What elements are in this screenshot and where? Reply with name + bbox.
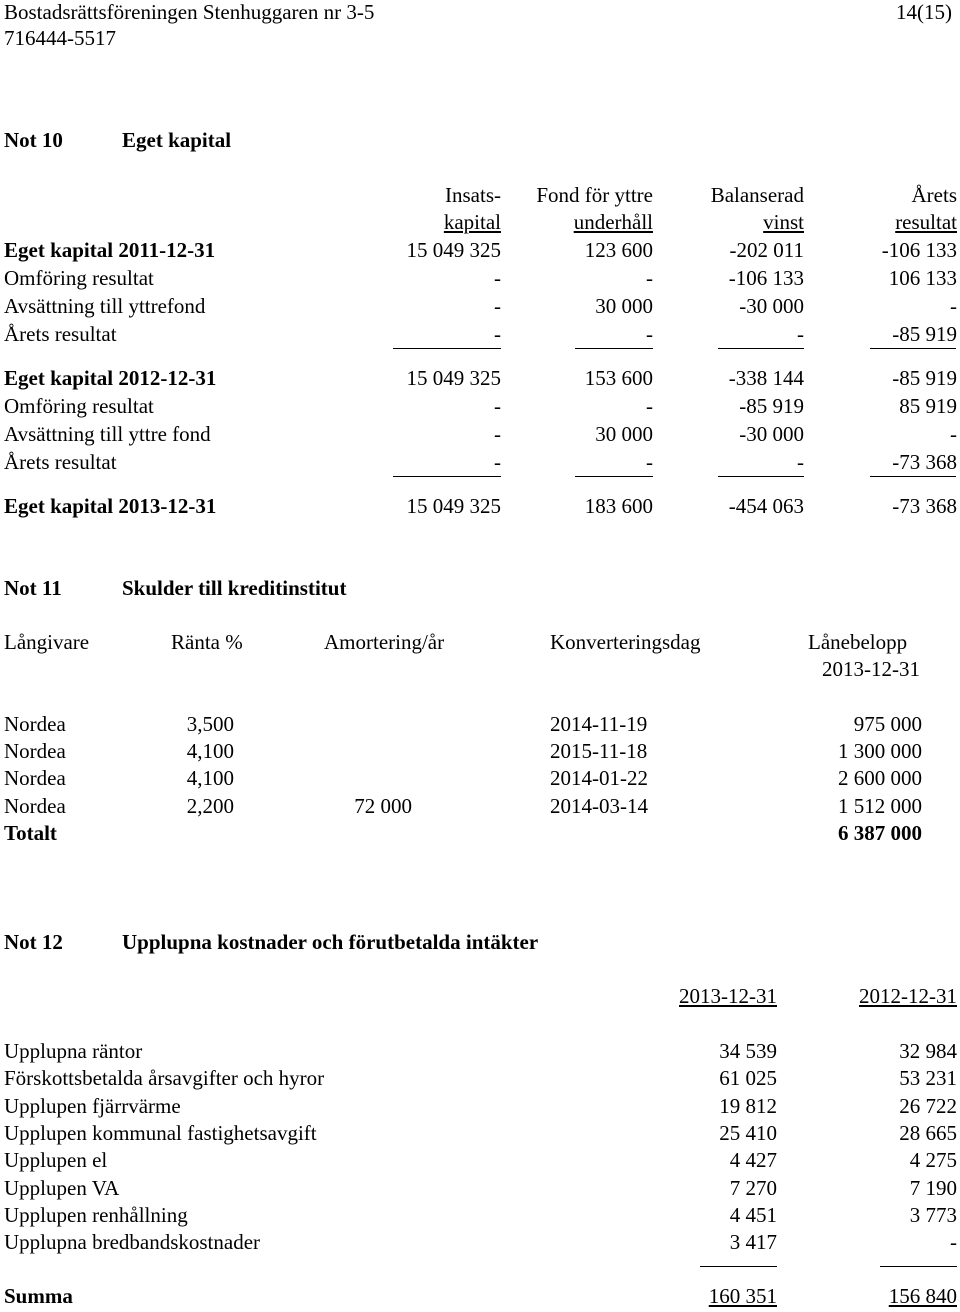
column-header-fond-line2: underhåll	[573, 210, 653, 234]
equity-cell-insatskapital: -	[494, 394, 501, 418]
equity-row-label: Avsättning till yttre fond	[4, 422, 211, 446]
equity-cell-arets-resultat: -73 368	[892, 494, 957, 518]
accrued-value-2013: 25 410	[719, 1120, 777, 1145]
accrued-value-2012: 26 722	[899, 1093, 957, 1118]
page-number: 14(15)	[896, 0, 952, 24]
column-header-balanserad: Balanserad	[710, 183, 804, 207]
equity-cell-balanserad: -85 919	[739, 394, 804, 418]
note10-title: Eget kapital	[122, 128, 232, 152]
accrued-value-2012: -	[950, 1230, 957, 1255]
equity-row-label: Eget kapital 2012-12-31	[4, 366, 217, 390]
equity-cell-insatskapital: -	[494, 322, 501, 346]
loan-header-amount-date: 2013-12-31	[822, 657, 920, 681]
equity-subtotal-rule	[575, 476, 653, 477]
equity-cell-insatskapital: -	[494, 450, 501, 474]
loan-amount: 975 000	[853, 712, 922, 736]
equity-cell-arets-resultat: 85 919	[899, 394, 957, 418]
column-header-fond: Fond för yttre	[536, 183, 653, 207]
loan-header-rate: Ränta %	[171, 630, 243, 654]
equity-cell-fond: -	[646, 322, 653, 346]
organization-number: 716444-5517	[4, 26, 116, 50]
loan-conversion-date: 2014-11-19	[550, 712, 648, 736]
loan-rate: 4,100	[186, 766, 234, 790]
accrued-row-label: Upplupna bredbandskostnader	[4, 1230, 261, 1255]
note10-number: Not 10	[4, 128, 63, 152]
equity-subtotal-rule	[575, 348, 653, 349]
loan-lender: Nordea	[4, 739, 66, 763]
equity-subtotal-rule	[870, 476, 956, 477]
accrued-row-label: Upplupen fjärrvärme	[4, 1093, 181, 1118]
loan-total-label: Totalt	[4, 821, 57, 845]
note11-title: Skulder till kreditinstitut	[122, 576, 347, 600]
equity-cell-balanserad: -202 011	[729, 238, 804, 262]
loan-header-lender: Långivare	[4, 630, 90, 654]
sum-rule-2013	[700, 1266, 777, 1267]
loan-total-amount: 6 387 000	[838, 821, 922, 845]
column-header-insatskapital-line2: kapital	[443, 210, 501, 234]
equity-cell-fond: 30 000	[595, 294, 653, 318]
accrued-value-2013: 4 427	[729, 1148, 777, 1173]
loan-amount: 1 512 000	[838, 794, 922, 818]
accrued-value-2013: 19 812	[719, 1093, 777, 1118]
equity-subtotal-rule	[870, 348, 956, 349]
loan-conversion-date: 2015-11-18	[550, 739, 648, 763]
loan-conversion-date: 2014-03-14	[550, 794, 648, 818]
equity-cell-arets-resultat: -85 919	[892, 322, 957, 346]
accrued-value-2012: 53 231	[899, 1066, 957, 1091]
equity-cell-fond: 153 600	[584, 366, 653, 390]
equity-cell-balanserad: -454 063	[728, 494, 804, 518]
equity-row-label: Eget kapital 2013-12-31	[4, 494, 217, 518]
equity-subtotal-rule	[393, 348, 501, 349]
loan-amortization: 72 000	[354, 794, 412, 818]
accrued-header-2012: 2012-12-31	[859, 984, 957, 1008]
loan-lender: Nordea	[4, 794, 66, 818]
accrued-row-label: Upplupna räntor	[4, 1039, 143, 1063]
equity-cell-insatskapital: -	[494, 266, 501, 290]
equity-cell-balanserad: -	[797, 450, 804, 474]
note11-number: Not 11	[4, 576, 62, 600]
accrued-sum-label: Summa	[4, 1284, 73, 1308]
equity-subtotal-rule	[718, 348, 804, 349]
equity-cell-fond: 183 600	[584, 494, 653, 518]
accrued-value-2013: 7 270	[729, 1175, 777, 1200]
accrued-value-2012: 4 275	[909, 1148, 957, 1173]
equity-row-label: Omföring resultat	[4, 266, 154, 290]
equity-cell-balanserad: -338 144	[728, 366, 804, 390]
accrued-row-label: Upplupen kommunal fastighetsavgift	[4, 1120, 317, 1145]
equity-row-label: Årets resultat	[4, 450, 117, 474]
equity-cell-arets-resultat: -106 133	[881, 238, 957, 262]
accrued-value-2012: 28 665	[899, 1120, 957, 1145]
loan-header-amortization: Amortering/år	[324, 630, 445, 654]
note12-number: Not 12	[4, 930, 63, 954]
equity-subtotal-rule	[393, 476, 501, 477]
column-header-arets-resultat-line2: resultat	[895, 210, 957, 234]
loan-header-conversion-date: Konverteringsdag	[550, 630, 701, 654]
equity-cell-fond: 123 600	[584, 238, 653, 262]
equity-cell-insatskapital: -	[494, 422, 501, 446]
equity-cell-balanserad: -106 133	[728, 266, 804, 290]
equity-cell-insatskapital: 15 049 325	[406, 366, 501, 390]
loan-lender: Nordea	[4, 766, 66, 790]
equity-row-label: Eget kapital 2011-12-31	[4, 238, 216, 262]
accrued-value-2013: 3 417	[729, 1230, 777, 1255]
accrued-sum-2013: 160 351	[708, 1284, 777, 1308]
equity-cell-fond: -	[646, 450, 653, 474]
equity-cell-arets-resultat: -	[950, 294, 957, 318]
equity-cell-arets-resultat: 106 133	[888, 266, 957, 290]
equity-cell-fond: 30 000	[595, 422, 653, 446]
equity-cell-arets-resultat: -	[950, 422, 957, 446]
accrued-value-2012: 3 773	[909, 1202, 957, 1227]
accrued-header-2013: 2013-12-31	[679, 984, 777, 1008]
equity-cell-arets-resultat: -85 919	[892, 366, 957, 390]
sum-rule-2012	[880, 1266, 957, 1267]
note12-title: Upplupna kostnader och förutbetalda intäkter	[122, 930, 539, 954]
accrued-row-label: Förskottsbetalda årsavgifter och hyror	[4, 1066, 325, 1091]
equity-cell-insatskapital: 15 049 325	[406, 494, 501, 518]
equity-cell-insatskapital: -	[494, 294, 501, 318]
equity-cell-fond: -	[646, 266, 653, 290]
accrued-row-label: Upplupen el	[4, 1148, 108, 1173]
equity-subtotal-rule	[718, 476, 804, 477]
equity-cell-balanserad: -30 000	[739, 422, 804, 446]
loan-rate: 3,500	[186, 712, 234, 736]
accrued-value-2013: 34 539	[719, 1039, 777, 1063]
equity-cell-balanserad: -	[797, 322, 804, 346]
equity-row-label: Årets resultat	[4, 322, 117, 346]
equity-cell-arets-resultat: -73 368	[892, 450, 957, 474]
column-header-arets-resultat: Årets	[911, 183, 957, 207]
equity-row-label: Omföring resultat	[4, 394, 154, 418]
loan-amount: 2 600 000	[838, 766, 922, 790]
column-header-insatskapital: Insats-	[445, 183, 501, 207]
loan-conversion-date: 2014-01-22	[550, 766, 648, 790]
accrued-value-2013: 61 025	[719, 1066, 777, 1091]
loan-rate: 2,200	[186, 794, 234, 818]
accrued-row-label: Upplupen renhållning	[4, 1202, 188, 1227]
accrued-value-2012: 7 190	[909, 1175, 957, 1200]
equity-row-label: Avsättning till yttrefond	[4, 294, 206, 318]
accrued-row-label: Upplupen VA	[4, 1175, 120, 1200]
loan-lender: Nordea	[4, 712, 66, 736]
accrued-sum-2012: 156 840	[888, 1284, 957, 1308]
organization-name: Bostadsrättsföreningen Stenhuggaren nr 3-5	[4, 0, 375, 24]
accrued-value-2013: 4 451	[729, 1202, 777, 1227]
loan-amount: 1 300 000	[838, 739, 922, 763]
loan-header-amount: Lånebelopp	[808, 630, 908, 654]
column-header-balanserad-line2: vinst	[763, 210, 804, 234]
equity-cell-fond: -	[646, 394, 653, 418]
equity-cell-insatskapital: 15 049 325	[406, 238, 501, 262]
accrued-value-2012: 32 984	[899, 1039, 957, 1063]
loan-rate: 4,100	[186, 739, 234, 763]
equity-cell-balanserad: -30 000	[739, 294, 804, 318]
